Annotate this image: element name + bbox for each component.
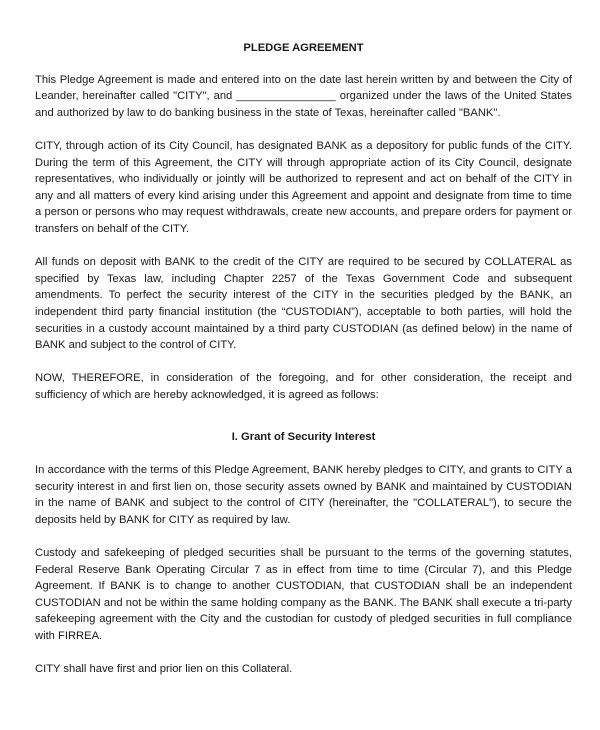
paragraph-lien: CITY shall have first and prior lien on this Collateral. (35, 663, 293, 676)
section-heading-grant: I. Grant of Security Interest (231, 431, 376, 444)
paragraph-depository: CITY, through action of its City Council, has designated BANK as a depository for public funds of the CITY. During the term of this Agreement, the CITY will through appropriate action of its City Council, designate representatives, who individually or jointly will be authorized to represent and act on behalf of the CITY in any and all matters of every kind arising under this Agreement and appoint and designate from time to time a person or persons who may request withdrawals, create new accounts, and prepare orders for payment or transfers on behalf of the CITY. (35, 139, 572, 235)
paragraph-grant: In accordance with the terms of this Pledge Agreement, BANK hereby pledges to CITY, and grants to CITY a security interest in and first lien on, those security assets owned by BANK and maintained by CUSTODIAN in the name of BANK and subject to the control of CITY (hereinafter, the "COLLATERAL"), to secure the deposits held by BANK for CITY as required by law. (35, 464, 572, 526)
paragraph-parties: This Pledge Agreement is made and entered into on the date last herein written by and between the City of Leander, hereinafter called "CITY", and ________________ organized under the laws of the United States and authorized by law to do banking business in the state of Texas, hereinafter called "BANK". (35, 73, 572, 119)
document-title: PLEDGE AGREEMENT (243, 42, 364, 54)
paragraph-custody: Custody and safekeeping of pledged securities shall be pursuant to the terms of the governing statutes, Federal Reserve Bank Operating Circular 7 as in effect from time to time (Circular 7), and this Pledge Agreement. If BANK is to change to another CUSTODIAN, that CUSTODIAN shall be an independent CUSTODIAN and not be within the same holding company as the BANK. The BANK shall execute a tri-party safekeeping agreement with the City and the custodian for custody of pledged securities in full compliance with FIRREA. (35, 547, 572, 642)
paragraph-collateral: All funds on deposit with BANK to the credit of the CITY are required to be secured by COLLATERAL as specified by Texas law, including Chapter 2257 of the Texas Government Code and subsequent amendments. To perfect the security interest of the CITY in the securities pledged by the BANK, an independent third party financial institution (the “CUSTODIAN”), acceptable to both parties, will hold the securities in a custody account maintained by a third party CUSTODIAN (as defined below) in the name of BANK and subject to the control of CITY. (35, 256, 572, 352)
document-page (35, 40, 572, 678)
paragraph-now-therefore: NOW, THEREFORE, in consideration of the foregoing, and for other consideration, the receipt and sufficiency of which are hereby acknowledged, it is agreed as follows: (35, 372, 572, 401)
